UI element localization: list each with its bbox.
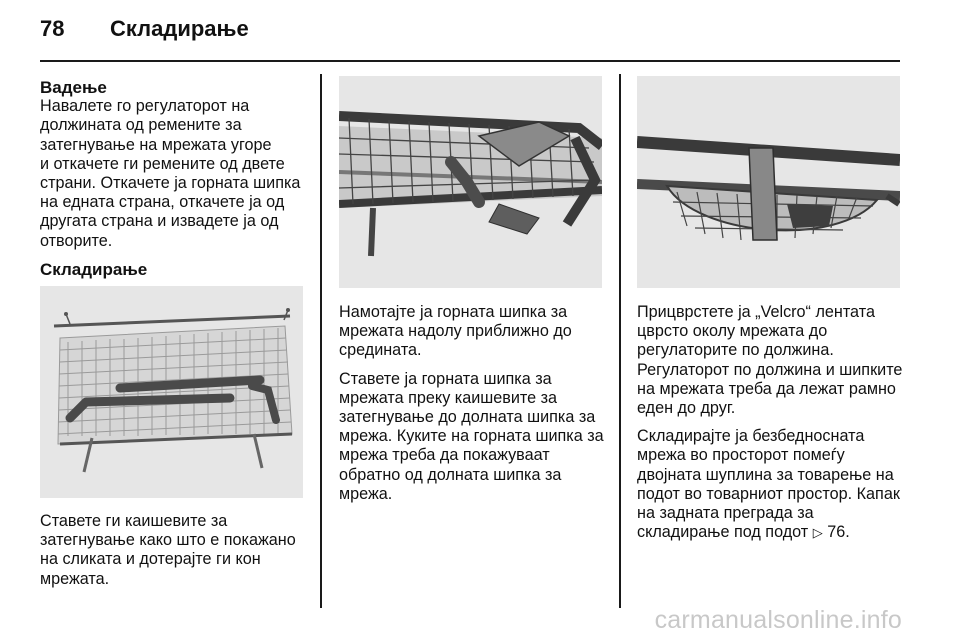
text-line: Навалете го регулаторот на bbox=[40, 97, 250, 116]
text-line: должината од ремените за bbox=[40, 116, 242, 135]
figure-velcro bbox=[637, 76, 900, 288]
page-header bbox=[40, 16, 249, 42]
text-line: Ставете ги каишевите за bbox=[40, 512, 228, 530]
roll-bar-illustration bbox=[339, 76, 602, 288]
paragraph bbox=[637, 303, 907, 418]
text-line: мрежа во просторот помеѓу bbox=[637, 446, 845, 465]
column-divider bbox=[619, 74, 621, 608]
left-column bbox=[40, 78, 310, 251]
section-heading-storage: Складирање bbox=[40, 260, 148, 279]
paragraph bbox=[637, 427, 907, 542]
text-line bbox=[637, 523, 907, 542]
text-line: мрежа. Куките на горната шипка за bbox=[339, 427, 604, 446]
text-line: мрежата. bbox=[40, 569, 110, 588]
arrow-right-icon[interactable]: ▷ bbox=[812, 525, 823, 541]
text-line: мрежа. bbox=[339, 484, 393, 503]
storage-caption bbox=[40, 512, 310, 589]
text-line: затегнување до долната шипка за bbox=[339, 408, 596, 427]
removal-text bbox=[40, 97, 310, 251]
section-heading-removal: Вадење bbox=[40, 78, 107, 97]
text-line: другата страна и извадете ја од bbox=[40, 212, 279, 231]
text-line: регулаторите по должина. bbox=[637, 341, 834, 360]
text-line: еден до друг. bbox=[637, 399, 736, 418]
text-line: и откачете ги ремените од двете bbox=[40, 154, 285, 173]
xref-lead-text: складирање под подот bbox=[637, 523, 809, 542]
right-column-text bbox=[637, 303, 907, 551]
text-line: на сликата и дотерајте ги кон bbox=[40, 550, 261, 569]
paragraph bbox=[339, 303, 609, 361]
column-divider bbox=[320, 74, 322, 608]
text-line: Ставете ја горната шипка за bbox=[339, 369, 552, 388]
figure-roll-bar bbox=[339, 76, 602, 288]
text-line: обратно од долната шипка за bbox=[339, 465, 562, 484]
text-line: затегнување како што е покажано bbox=[40, 531, 296, 550]
text-line: подот во товарниот простор. Капак bbox=[637, 484, 900, 503]
text-line: цврсто околу мрежата до bbox=[637, 322, 828, 341]
text-line: двојната шуплина за товарење на bbox=[637, 465, 894, 484]
watermark: carmanualsonline.info bbox=[654, 606, 902, 634]
text-line: Регулаторот по должина и шипките bbox=[637, 360, 903, 379]
text-line: Прицврстете ја „Velcro“ лентата bbox=[637, 303, 875, 321]
text-line: мрежата преку каишевите за bbox=[339, 388, 558, 407]
text-line: средината. bbox=[339, 341, 422, 360]
text-line: на едната страна, откачете ја од bbox=[40, 193, 285, 212]
text-line: Намотајте ја горната шипка за bbox=[339, 303, 568, 321]
page-number: 78 bbox=[40, 16, 65, 41]
text-line: на задната преграда за bbox=[637, 504, 814, 523]
text-line: мрежа треба да покажуваат bbox=[339, 446, 550, 465]
net-straps-illustration bbox=[40, 286, 303, 498]
text-line: страни. Откачете ја горната шипка bbox=[40, 174, 301, 193]
middle-column-text bbox=[339, 303, 609, 513]
text-line: на мрежата треба да лежат рамно bbox=[637, 379, 896, 398]
xref-page-link[interactable]: 76. bbox=[827, 523, 850, 542]
page-title: Складирање bbox=[110, 16, 249, 41]
velcro-strap-illustration bbox=[637, 76, 900, 288]
text-line: Складирајте ја безбедносната bbox=[637, 427, 865, 446]
text-line: отворите. bbox=[40, 231, 113, 250]
text-line: затегнување на мрежата угоре bbox=[40, 135, 272, 154]
text-line: мрежата надолу приближно до bbox=[339, 322, 572, 341]
header-rule bbox=[40, 60, 900, 62]
figure-straps bbox=[40, 286, 303, 498]
paragraph bbox=[339, 370, 609, 504]
